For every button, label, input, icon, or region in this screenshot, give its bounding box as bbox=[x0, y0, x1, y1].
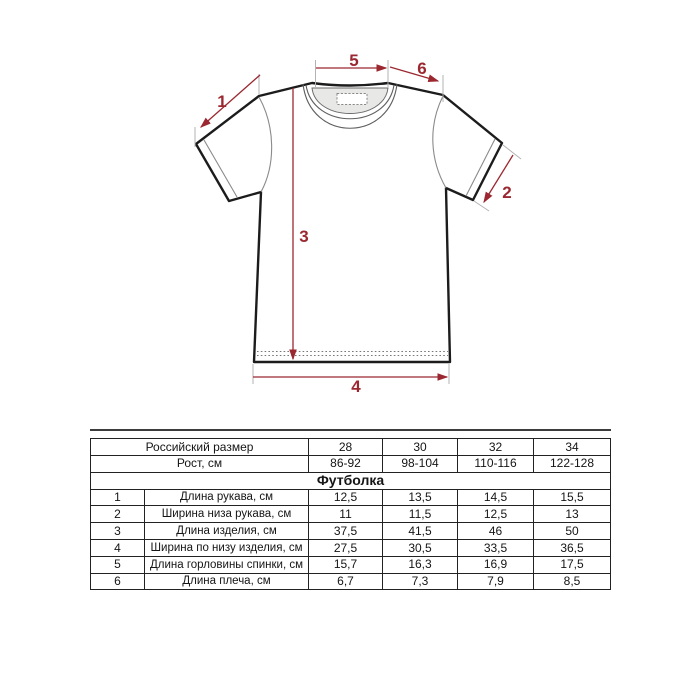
measure-value: 16,3 bbox=[383, 556, 458, 573]
measure-value: 11 bbox=[309, 506, 383, 523]
measure-name: Длина рукава, см bbox=[145, 489, 309, 506]
dimension-line-6 bbox=[390, 67, 438, 81]
size-value: 30 bbox=[383, 439, 458, 456]
dimension-label-1: 1 bbox=[217, 92, 227, 111]
height-value: 110-116 bbox=[458, 455, 534, 472]
row-number: 3 bbox=[91, 523, 145, 540]
height-header-row bbox=[91, 455, 611, 472]
measure-value: 13 bbox=[534, 506, 611, 523]
row-number: 2 bbox=[91, 506, 145, 523]
measure-value: 12,5 bbox=[458, 506, 534, 523]
measure-value: 12,5 bbox=[309, 489, 383, 506]
measure-value: 41,5 bbox=[383, 523, 458, 540]
table-row bbox=[91, 506, 611, 523]
measure-name: Длина горловины спинки, см bbox=[145, 556, 309, 573]
measure-value: 15,5 bbox=[534, 489, 611, 506]
size-header-label: Российский размер bbox=[91, 439, 309, 456]
height-header-label: Рост, см bbox=[91, 455, 309, 472]
measure-value: 46 bbox=[458, 523, 534, 540]
dimension-label-2: 2 bbox=[502, 183, 512, 202]
measure-value: 7,3 bbox=[383, 573, 458, 590]
measure-value: 16,9 bbox=[458, 556, 534, 573]
row-number: 5 bbox=[91, 556, 145, 573]
size-value: 34 bbox=[534, 439, 611, 456]
dimension-label-3: 3 bbox=[299, 227, 309, 246]
dimension-label-5: 5 bbox=[349, 51, 359, 70]
table-row bbox=[91, 573, 611, 590]
measure-value: 50 bbox=[534, 523, 611, 540]
height-value: 98-104 bbox=[383, 455, 458, 472]
section-title-row bbox=[91, 472, 611, 489]
table-row bbox=[91, 539, 611, 556]
measure-name: Длина изделия, см bbox=[145, 523, 309, 540]
measure-value: 27,5 bbox=[309, 539, 383, 556]
size-value: 32 bbox=[458, 439, 534, 456]
row-number: 1 bbox=[91, 489, 145, 506]
measure-value: 14,5 bbox=[458, 489, 534, 506]
measure-value: 30,5 bbox=[383, 539, 458, 556]
dimension-label-6: 6 bbox=[417, 59, 427, 78]
table-row bbox=[91, 556, 611, 573]
measure-value: 6,7 bbox=[309, 573, 383, 590]
table-row bbox=[91, 489, 611, 506]
row-number: 4 bbox=[91, 539, 145, 556]
row-number: 6 bbox=[91, 573, 145, 590]
height-value: 122-128 bbox=[534, 455, 611, 472]
section-title: Футболка bbox=[91, 472, 611, 489]
size-table bbox=[90, 438, 611, 590]
measure-name: Ширина по низу изделия, см bbox=[145, 539, 309, 556]
measure-name: Длина плеча, см bbox=[145, 573, 309, 590]
measure-value: 11,5 bbox=[383, 506, 458, 523]
measure-name: Ширина низа рукава, см bbox=[145, 506, 309, 523]
size-value: 28 bbox=[309, 439, 383, 456]
measure-value: 17,5 bbox=[534, 556, 611, 573]
measure-value: 8,5 bbox=[534, 573, 611, 590]
height-value: 86-92 bbox=[309, 455, 383, 472]
neck-label-tag bbox=[337, 94, 367, 105]
size-header-row bbox=[91, 439, 611, 456]
table-top-rule bbox=[90, 429, 611, 431]
measure-value: 36,5 bbox=[534, 539, 611, 556]
shirt-outline bbox=[196, 83, 502, 362]
measure-value: 37,5 bbox=[309, 523, 383, 540]
dimension-label-4: 4 bbox=[351, 377, 361, 396]
measure-value: 33,5 bbox=[458, 539, 534, 556]
measure-value: 7,9 bbox=[458, 573, 534, 590]
measure-value: 13,5 bbox=[383, 489, 458, 506]
measure-value: 15,7 bbox=[309, 556, 383, 573]
table-row bbox=[91, 523, 611, 540]
